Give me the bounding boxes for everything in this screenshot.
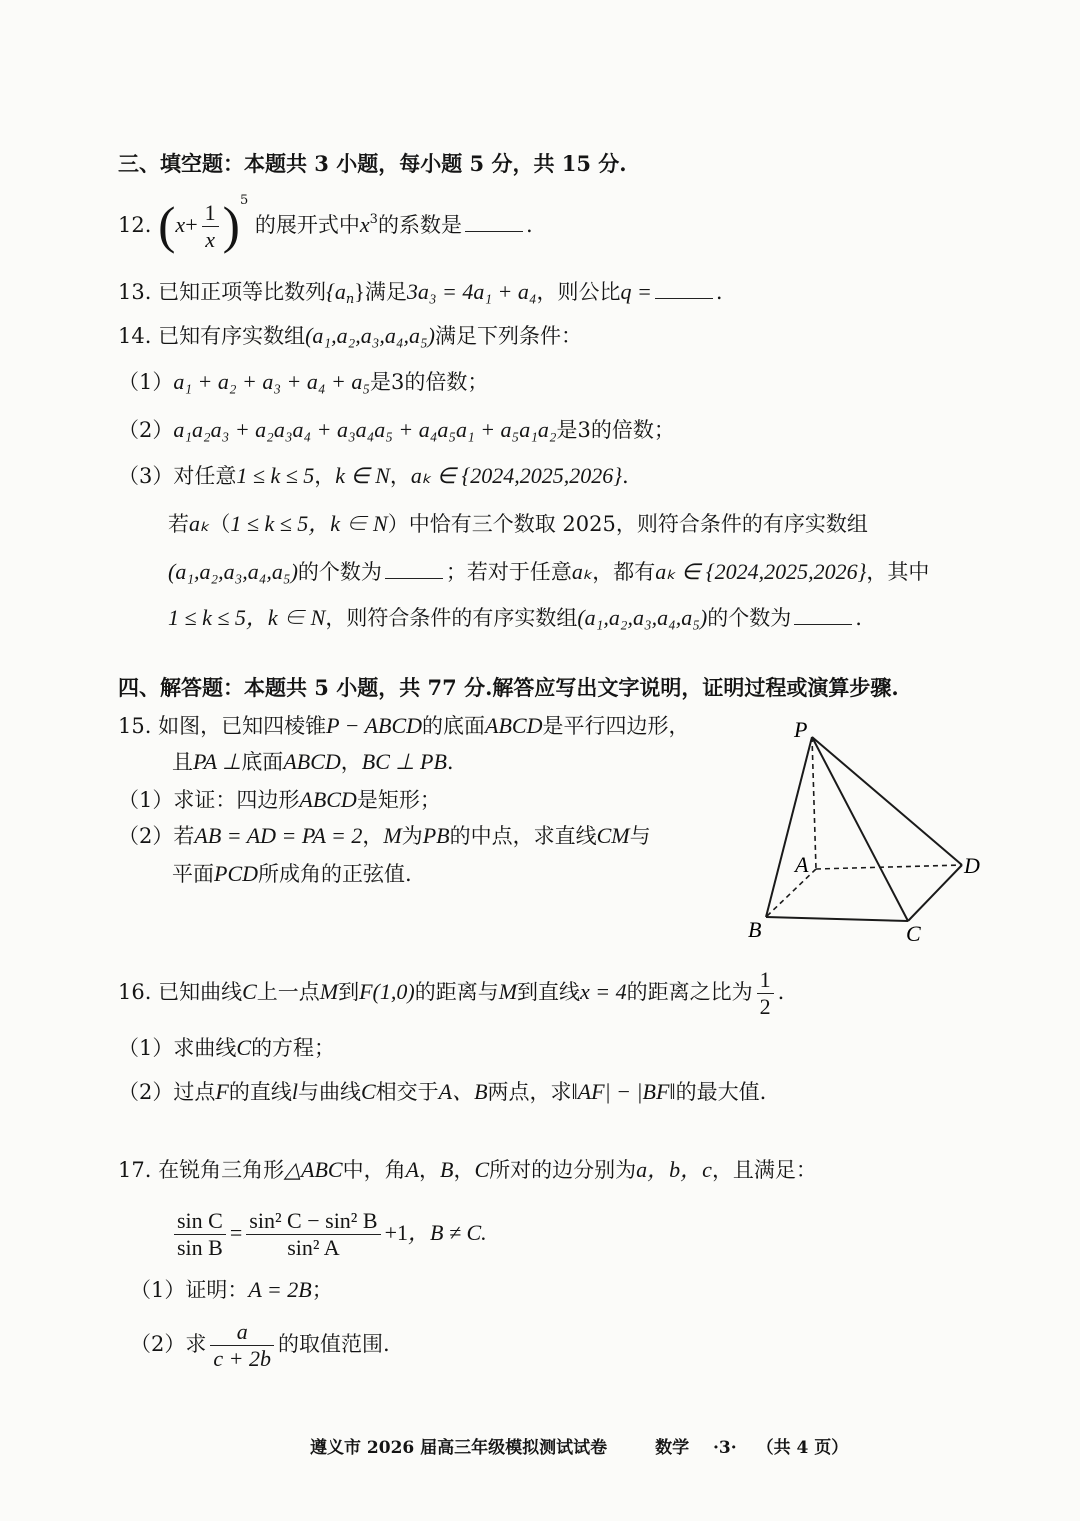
q13-text1: 已知正项等比数列 [158,280,327,304]
q16-p2-l: l [291,1079,298,1104]
q13-seq-sub: n [345,292,355,307]
q14-p2-b: ；若对于任意 [445,560,572,584]
question-12 [118,194,533,256]
q16-part-2 [118,1078,766,1106]
q14-c3-expr3: aₖ ∈ {2024,2025,2026} [410,463,623,488]
q14-p2-ak: aₖ [571,559,593,584]
q14-c3-expr2: k ∈ N [335,463,390,488]
question-14-intro [118,322,582,350]
q15-p1-a: 求证：四边形 [173,788,300,812]
question-17 [118,1156,817,1184]
q13-equation: 3a₃ = 4a₁ + a₄ [406,279,537,304]
q13-seq: {a [326,279,346,304]
q16-fraction [757,967,774,1020]
q16-p2-label: （2） [118,1080,174,1104]
edge-AB-hidden [766,869,816,917]
q15-p2-M: M [383,823,402,848]
q14-p3-b: 的个数为 [707,606,792,630]
section4-heading-text: 四、解答题：本题共 5 小题，共 77 分.解答应写出文字说明，证明过程或演算步骤. [118,675,899,700]
q15-l2-expr2: ABCD [283,749,341,774]
question-13 [118,276,723,306]
question-15-line1 [118,712,689,740]
q17-sep2: ， [453,1158,475,1182]
q16-p2-C: C [360,1079,376,1104]
q15-number: 15. [118,714,152,738]
q14-tuple: (a₁,a₂,a₃,a₄,a₅) [305,323,435,348]
q14-c3-label: （3） [118,464,174,488]
q17-p1-label: （1） [130,1278,186,1302]
q17-p2-b: 的取值范围. [278,1332,390,1356]
q12-answer-blank[interactable] [465,209,523,232]
q16-frac-den: 2 [759,994,771,1019]
q17-number: 17. [118,1158,152,1182]
q16-part-1 [118,1034,335,1062]
vertex-D-label: D [964,853,980,878]
q17-p1-a: 证明： [185,1278,249,1302]
page-footer [310,1434,848,1462]
q17-condition: ，B ≠ C. [408,1220,487,1245]
q14-number: 14. [118,324,152,348]
vertex-A-label: A [795,852,809,877]
question-15-line2 [172,748,454,776]
q17-B: B [440,1157,454,1182]
q17-d: ，且满足： [711,1158,817,1182]
q15-p2-l2a: 平面 [172,862,214,886]
q16-F: F(1,0) [359,979,415,1004]
q16-M2: M [498,979,518,1004]
q16-end: . [777,980,785,1004]
footer-page-number: ·3· [713,1438,737,1458]
q15-l1-expr: P − ABCD [326,713,423,738]
q16-p1-label: （1） [118,1036,174,1060]
q15-p2-PB: PB [422,823,450,848]
q13-end: . [715,280,723,304]
edge-CD [908,865,962,921]
q12-fraction [202,200,219,253]
q14-answer-blank-2[interactable] [794,602,852,625]
q17-p2-num: a [210,1319,274,1346]
q12-exponent: 5 [239,193,249,208]
vertex-C-label: C [906,921,921,945]
q17-lhs-den: sin B [177,1235,223,1260]
q14-p3-range: 1 ≤ k ≤ 5，k ∈ N [168,605,326,630]
edge-PB [766,737,812,917]
q15-l2c: ， [340,750,362,774]
q17-part-2 [130,1314,390,1374]
q15-p2-l2b: 所成角的正弦值. [258,862,412,886]
q14-p3-tuple: (a₁,a₂,a₃,a₄,a₅) [577,605,708,630]
q14-condition-3 [118,462,629,490]
q16-d: 的距离与 [414,980,499,1004]
q15-l2a: 且 [172,750,193,774]
q12-right-paren: ) [222,197,240,255]
q16-p2-e: 两点，求 [487,1080,572,1104]
q15-l1c: 是平行四边形， [542,714,690,738]
q14-p2-tuple: (a₁,a₂,a₃,a₄,a₅) [168,559,298,584]
q15-p2-b: ， [362,824,384,848]
q14-intro: 已知有序实数组 [158,324,306,348]
edge-PA-hidden [812,737,816,869]
q17-sep1: ， [419,1158,441,1182]
q17-A: A [405,1157,420,1182]
q15-p1-b: 是矩形； [356,788,441,812]
q17-rhs-den: sin² A [287,1235,340,1260]
q16-frac-num: 1 [757,967,774,994]
q15-l2d: . [446,750,454,774]
q17-lhs-fraction [174,1208,226,1261]
q14-condition-2 [118,416,675,444]
q16-e: 到直线 [517,980,581,1004]
q16-p2-AB: A、B [438,1079,488,1104]
q17-rhs-fraction [246,1208,380,1261]
q16-b: 上一点 [256,980,320,1004]
q17-part-1 [130,1276,333,1304]
vertex-B-label: B [748,917,762,942]
q12-plus: + [185,212,198,237]
question-16 [118,964,784,1020]
q16-c: 到 [338,980,360,1004]
q14-answer-blank-1[interactable] [385,556,443,579]
q15-p1-label: （1） [118,788,174,812]
q14-p1-range: 1 ≤ k ≤ 5，k ∈ N [230,511,388,536]
q12-frac-num: 1 [202,200,219,227]
section4-heading [118,674,899,702]
q14-p3-a: ，则符合条件的有序实数组 [325,606,578,630]
q15-part-1 [118,786,441,814]
q13-text3: ，则公比 [536,280,621,304]
q16-p2-expr: ‖AF| − |BF‖ [571,1079,676,1104]
q16-p1-b: 的方程； [251,1036,336,1060]
section3-heading [118,150,627,178]
q15-p2-label: （2） [118,824,174,848]
q15-p2-expr: AB = AD = PA = 2 [194,823,363,848]
q14-condition-1 [118,368,488,396]
q14-c2-label: （2） [118,418,174,442]
q16-a: 已知曲线 [158,980,243,1004]
q14-c1-text: 是3的倍数； [370,370,489,394]
q14-part-1-line [168,510,868,538]
q14-p1-a: 若 [168,512,189,536]
q16-p1-a: 求曲线 [173,1036,237,1060]
q12-frac-den: x [205,227,215,252]
q15-p1-expr: ABCD [299,787,357,812]
q14-c3-text1: 对任意 [173,464,237,488]
vertex-P-label: P [794,717,808,742]
q16-p2-f: 的最大值. [675,1080,767,1104]
q16-M: M [319,979,339,1004]
q16-C: C [242,979,257,1004]
q16-number: 16. [118,980,152,1004]
q15-p2-d: 的中点，求直线 [449,824,597,848]
q16-p2-d: 相交于 [375,1080,439,1104]
q15-part-2-line2 [172,860,412,888]
q17-b: 中，角 [342,1158,406,1182]
pyramid-figure [740,715,1000,945]
q14-intro2: 满足下列条件： [435,324,582,348]
q12-left-paren: ( [158,197,176,255]
q15-p2-a: 若 [173,824,195,848]
footer-total-pages: （共 4 页） [756,1438,849,1458]
q16-line: x = 4 [580,979,627,1004]
q14-p1-ak: aₖ [189,511,210,536]
edge-BC [766,917,908,921]
q17-c: 所对的边分别为 [489,1158,637,1182]
q14-p1-c: ）中恰有三个数取 2025，则符合条件的有序实数组 [387,512,868,536]
q16-p2-a: 过点 [173,1080,216,1104]
q14-p3-end: . [855,606,862,630]
q17-C: C [474,1157,490,1182]
q17-rhs-num: sin² C − sin² B [246,1208,380,1235]
q14-c1-expr: a₁ + a₂ + a₃ + a₄ + a₅ [173,369,370,394]
q17-equals: = [229,1220,243,1245]
footer-title: 遵义市 2026 届高三年级模拟测试试卷 [310,1438,608,1458]
q17-p2-fraction [210,1319,274,1372]
q17-p1-end: ； [311,1278,333,1302]
q12-end: . [525,213,533,237]
q14-c2-text: 是3的倍数； [556,418,675,442]
q14-p2-expr: aₖ ∈ {2024,2025,2026} [655,559,867,584]
q17-triangle: △ABC [284,1157,343,1182]
q12-term-x: x [359,212,370,237]
q14-p1-b: （ [209,512,231,536]
q16-p2-F: F [215,1079,229,1104]
q17-lhs-num: sin C [174,1208,226,1235]
q14-c3-sep: ， [314,464,336,488]
q14-c3-end: . [622,464,629,488]
edge-PD [812,737,962,865]
footer-subject: 数学 [655,1438,690,1458]
q17-p2-a: 求 [185,1332,207,1356]
q13-q: q = [620,279,652,304]
q16-p2-c: 与曲线 [297,1080,361,1104]
q15-l2b: 底面 [241,750,284,774]
q14-p2-a: 的个数为 [297,560,382,584]
q16-p1-C: C [236,1035,252,1060]
q17-plus-one: +1 [384,1220,408,1245]
q14-c2-expr: a₁a₂a₃ + a₂a₃a₄ + a₃a₄a₅ + a₄a₅a₁ + a₅a₁a₂ [173,417,557,442]
q15-l1-expr2: ABCD [485,713,543,738]
q13-number: 13. [118,280,152,304]
q17-p2-den: c + 2b [213,1346,271,1371]
q15-l2-expr: PA ⊥ [193,749,242,774]
q17-p1-expr: A = 2B [248,1277,312,1302]
q16-f: 的距离之比为 [626,980,753,1004]
edge-PC [812,737,908,921]
q12-term-exp: 3 [369,212,378,227]
q15-part-2-line1 [118,822,651,850]
q15-l1b: 的底面 [422,714,486,738]
q15-p2-PCD: PCD [214,861,258,886]
q13-seq-end: } [354,279,365,304]
q16-p2-b: 的直线 [228,1080,292,1104]
q14-c3-expr1: 1 ≤ k ≤ 5 [236,463,315,488]
q14-c1-label: （1） [118,370,174,394]
q13-answer-blank[interactable] [655,276,713,299]
q15-p2-e: 与 [629,824,651,848]
q14-p2-c: ，都有 [592,560,656,584]
q17-equation [170,1200,487,1266]
q12-text2: 的系数是 [377,213,462,237]
section3-heading-text: 三、填空题：本题共 3 小题，每小题 5 分，共 15 分. [118,151,627,176]
q12-text: 的展开式中 [254,213,360,237]
q15-p2-CM: CM [596,823,630,848]
q14-part-3-line [168,602,862,632]
q15-p2-c: 为 [401,824,423,848]
q15-l2-expr3: BC ⊥ PB [361,749,447,774]
q17-p2-label: （2） [130,1332,186,1356]
q13-text2: 满足 [364,280,407,304]
edge-AD-hidden [816,865,962,869]
q17-abc: a，b，c [636,1157,712,1182]
q14-p2-d: ，其中 [866,560,930,584]
q17-a: 在锐角三角形 [158,1158,285,1182]
q14-c3-sep2: ， [389,464,411,488]
q15-l1a: 如图，已知四棱锥 [158,714,327,738]
q14-part-2-line [168,556,929,586]
q12-number: 12. [118,213,152,237]
q12-x: x [175,212,186,237]
